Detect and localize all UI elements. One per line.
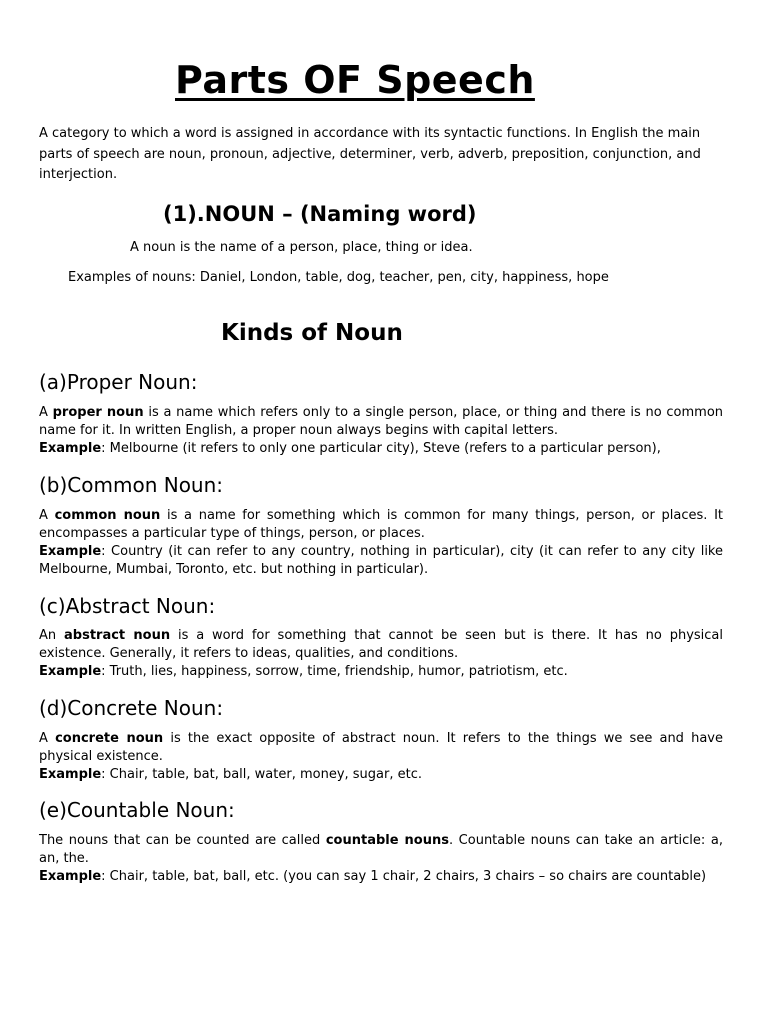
concrete-noun-example-label: Example xyxy=(39,767,102,782)
noun-examples: Examples of nouns: Daniel, London, table, dog, teacher, pen, city, happiness, hope xyxy=(68,270,609,285)
proper-noun-definition: is a name which refers only to a single person, place, or thing and there is no common name for it. In written English, a proper noun always begins with capital letters. xyxy=(39,405,724,438)
abstract-noun-pre: An xyxy=(39,628,64,643)
page-title: Parts OF Speech xyxy=(175,58,535,102)
concrete-noun-definition: is the exact opposite of abstract noun. It refers to the things we see and have physical existence. xyxy=(39,731,723,764)
concrete-noun-heading: (d)Concrete Noun: xyxy=(39,696,224,720)
abstract-noun-example: : Truth, lies, happiness, sorrow, time, friendship, humor, patriotism, etc. xyxy=(101,664,568,679)
proper-noun-heading: (a)Proper Noun: xyxy=(39,370,198,394)
proper-noun-example: : Melbourne (it refers to only one particular city), Steve (refers to a particular person), xyxy=(101,441,661,456)
abstract-noun-term: abstract noun xyxy=(64,628,171,643)
intro-paragraph: A category to which a word is assigned in accordance with its syntactic functions. In English the main parts of speech are noun, pronoun, adjective, determiner, verb, adverb, preposition, conjunction, and interjection. xyxy=(39,126,701,182)
abstract-noun-heading: (c)Abstract Noun: xyxy=(39,594,216,618)
countable-noun-paragraph xyxy=(39,832,723,886)
concrete-noun-paragraph xyxy=(39,730,723,784)
noun-heading: (1).NOUN – (Naming word) xyxy=(163,202,477,226)
concrete-noun-term: concrete noun xyxy=(55,731,164,746)
proper-noun-pre: A xyxy=(39,405,53,420)
kinds-of-noun-heading: Kinds of Noun xyxy=(221,320,403,346)
common-noun-paragraph xyxy=(39,507,723,579)
proper-noun-paragraph xyxy=(39,404,723,458)
proper-noun-term: proper noun xyxy=(52,405,144,420)
common-noun-pre: A xyxy=(39,508,55,523)
countable-noun-definition: . Countable nouns can take an article: a, an, the. xyxy=(39,833,723,866)
noun-definition: A noun is the name of a person, place, thing or idea. xyxy=(130,240,473,255)
concrete-noun-pre: A xyxy=(39,731,56,746)
abstract-noun-definition: is a word for something that cannot be seen but is there. It has no physical existence. Generally, it refers to ideas, qualities, and conditions. xyxy=(39,628,724,661)
abstract-noun-paragraph xyxy=(39,627,723,681)
proper-noun-example-label: Example xyxy=(39,441,102,456)
common-noun-heading: (b)Common Noun: xyxy=(39,473,224,497)
common-noun-example-label: Example xyxy=(39,544,102,559)
countable-noun-heading: (e)Countable Noun: xyxy=(39,798,235,822)
countable-noun-example: : Chair, table, bat, ball, etc. (you can say 1 chair, 2 chairs, 3 chairs – so chairs are countable) xyxy=(101,869,707,884)
countable-noun-pre: The nouns that can be counted are called xyxy=(39,833,326,848)
common-noun-term: common noun xyxy=(54,508,161,523)
countable-noun-term: countable nouns xyxy=(325,833,449,848)
countable-noun-example-label: Example xyxy=(39,869,102,884)
abstract-noun-example-label: Example xyxy=(39,664,102,679)
common-noun-example: : Country (it can refer to any country, nothing in particular), city (it can refer to any city like Melbourne, Mumbai, Toronto, etc. but nothing in particular). xyxy=(39,544,723,577)
common-noun-definition: is a name for something which is common for many things, person, or places. It encompasses a particular type of things, person, or places. xyxy=(39,508,724,541)
concrete-noun-example: : Chair, table, bat, ball, water, money, sugar, etc. xyxy=(101,767,422,782)
